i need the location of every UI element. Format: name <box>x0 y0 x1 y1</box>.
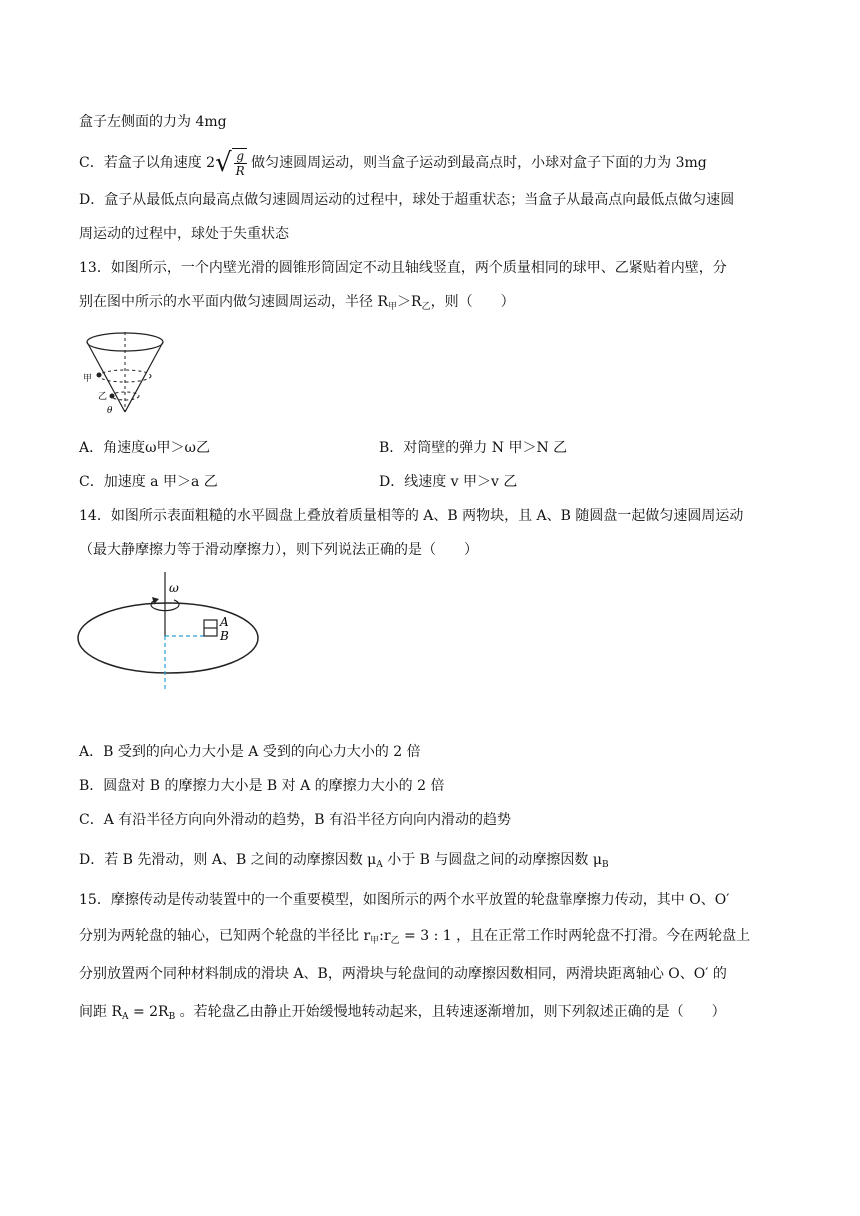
q15-line4-mid: = 2R <box>128 1004 169 1020</box>
q14-stem-line1: 14．如图所示表面粗糙的水平圆盘上叠放着质量相等的 A、B 两物块，且 A、B 随圆盘一起做匀速圆周运动 <box>79 508 744 524</box>
q14-option-d-mid: 小于 B 与圆盘之间的动摩擦因数 μ <box>382 852 602 868</box>
subscript-jia: 甲 <box>388 302 398 312</box>
subscript-yi: 乙 <box>390 936 400 946</box>
q13-option-d: D．线速度 v 甲＞v 乙 <box>379 474 518 490</box>
cone-right-wall <box>125 342 163 412</box>
fraction-denominator: R <box>235 164 245 178</box>
label-theta: θ <box>107 406 113 416</box>
q13-stem-end: ，则（ ） <box>430 294 515 310</box>
subscript-a: A <box>122 1012 129 1022</box>
q15-line2-pre: 分别为两轮盘的轴心，已知两个轮盘的半径比 r <box>79 928 371 944</box>
q13-option-a: A．角速度ω甲＞ω乙 <box>79 440 210 456</box>
q15-line4-end: 。若轮盘乙由静止开始缓慢地转动起来，且转速逐渐增加，则下列叙述正确的是（ ） <box>175 1004 726 1020</box>
q13-stem-text: 别在图中所示的水平面内做匀速圆周运动，半径 R <box>79 294 388 310</box>
q12-option-c-label: C．若盒子以角速度 2 <box>79 155 216 171</box>
q13-option-c: C．加速度 a 甲＞a 乙 <box>79 474 218 490</box>
q13-stem-mid: ＞R <box>397 294 422 310</box>
q15-line2-mid: :r <box>379 928 391 944</box>
cone-figure <box>79 328 179 420</box>
subscript-b: B <box>601 860 609 870</box>
label-omega: ω <box>169 581 179 595</box>
label-yi: 乙 <box>98 392 108 402</box>
q15-line2-end: = 3 : 1 ，且在正常工作时两轮盘不打滑。今在两轮盘上 <box>399 928 751 944</box>
cone-top-rim <box>87 333 163 351</box>
q15-line4 <box>79 1002 726 1024</box>
sqrt-body <box>232 148 247 178</box>
subscript-yi: 乙 <box>421 302 431 312</box>
q15-line4-pre: 间距 R <box>79 1004 122 1020</box>
q14-option-b: B．圆盘对 B 的摩擦力大小是 B 对 A 的摩擦力大小的 2 倍 <box>79 778 445 794</box>
label-jia: 甲 <box>83 374 93 384</box>
q15-line2 <box>79 926 750 948</box>
subscript-a: A <box>376 860 383 870</box>
label-b: B <box>220 629 229 643</box>
q12-continued-text: 盒子左侧面的力为 4mg <box>79 114 227 130</box>
fraction-numerator: g <box>234 149 247 164</box>
subscript-jia: 甲 <box>370 936 380 946</box>
sqrt-symbol: √ <box>215 148 232 178</box>
q12-option-d-line1: D．盒子从最低点向最高点做匀速圆周运动的过程中，球处于超重状态；当盒子从最高点向最低点做匀速圆 <box>79 192 735 208</box>
q14-option-a: A．B 受到的向心力大小是 A 受到的向心力大小的 2 倍 <box>79 744 421 760</box>
fraction <box>234 149 247 178</box>
rotating-disk-figure <box>76 570 266 694</box>
q14-stem-line2: （最大静摩擦力等于滑动摩擦力），则下列说法正确的是（ ） <box>79 542 478 558</box>
disk-outline <box>78 603 258 673</box>
q12-option-d-line2: 周运动的过程中，球处于失重状态 <box>79 226 289 242</box>
ball-jia <box>97 373 102 378</box>
q15-line1: 15．摩擦传动是传动装置中的一个重要模型，如图所示的两个水平放置的轮盘靠摩擦力传动，其中 O、O′ <box>79 892 730 908</box>
q12-option-c <box>79 148 707 178</box>
q15-line3: 分别放置两个同种材料制成的滑块 A、B，两滑块与轮盘间的动摩擦因数相同，两滑块距离轴心 O、O′ 的 <box>79 966 727 982</box>
q14-option-c: C．A 有沿半径方向向外滑动的趋势，B 有沿半径方向向内滑动的趋势 <box>79 812 512 828</box>
subscript-b: B <box>168 1012 176 1022</box>
ball-yi <box>110 394 115 399</box>
q14-option-d-pre: D．若 B 先滑动，则 A、B 之间的动摩擦因数 μ <box>79 852 377 868</box>
label-a: A <box>220 615 229 629</box>
q13-stem-line1: 13．如图所示，一个内壁光滑的圆锥形筒固定不动且轴线竖直，两个质量相同的球甲、乙紧贴着内壁，分 <box>79 260 727 276</box>
q13-stem-line2 <box>79 292 515 314</box>
q13-option-b: B．对筒壁的弹力 N 甲＞N 乙 <box>379 440 568 456</box>
q14-option-d <box>79 850 609 872</box>
q12-option-c-rest: 做匀速圆周运动，则当盒子运动到最高点时，小球对盒子下面的力为 3mg <box>251 155 707 171</box>
